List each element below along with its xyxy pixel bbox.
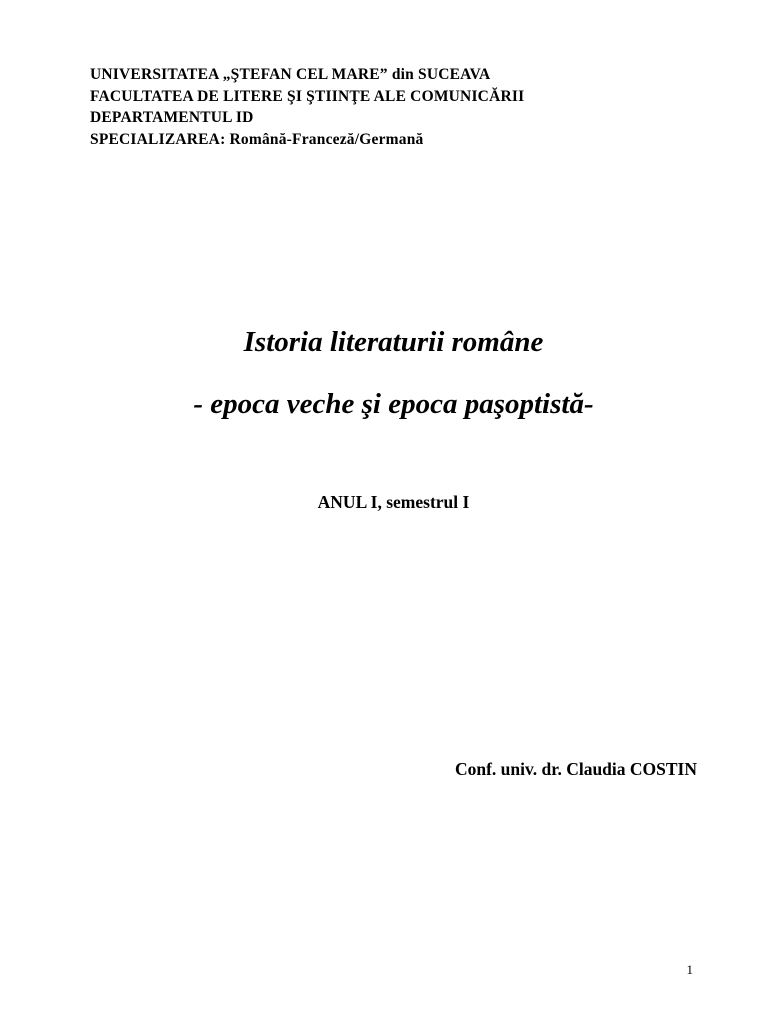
document-title: Istoria literaturii române [243,326,544,358]
header-line-specialization: SPECIALIZAREA: Română-Franceză/Germană [90,130,424,148]
institution-header [90,64,708,150]
title-block [90,322,697,424]
header-line-university: UNIVERSITATEA „ŞTEFAN CEL MARE” din SUCEAVA [90,66,491,83]
course-year-semester: ANUL I, semestrul I [317,492,470,512]
page-number: 1 [686,962,693,977]
header-line-faculty: FACULTATEA DE LITERE ŞI ŞTIINŢE ALE COMUNICĂRII [90,87,525,105]
header-line-department: DEPARTAMENTUL ID [90,109,254,126]
author-line: Conf. univ. dr. Claudia COSTIN [454,759,697,779]
document-subtitle: - epoca veche şi epoca paşoptistă- [193,388,594,420]
